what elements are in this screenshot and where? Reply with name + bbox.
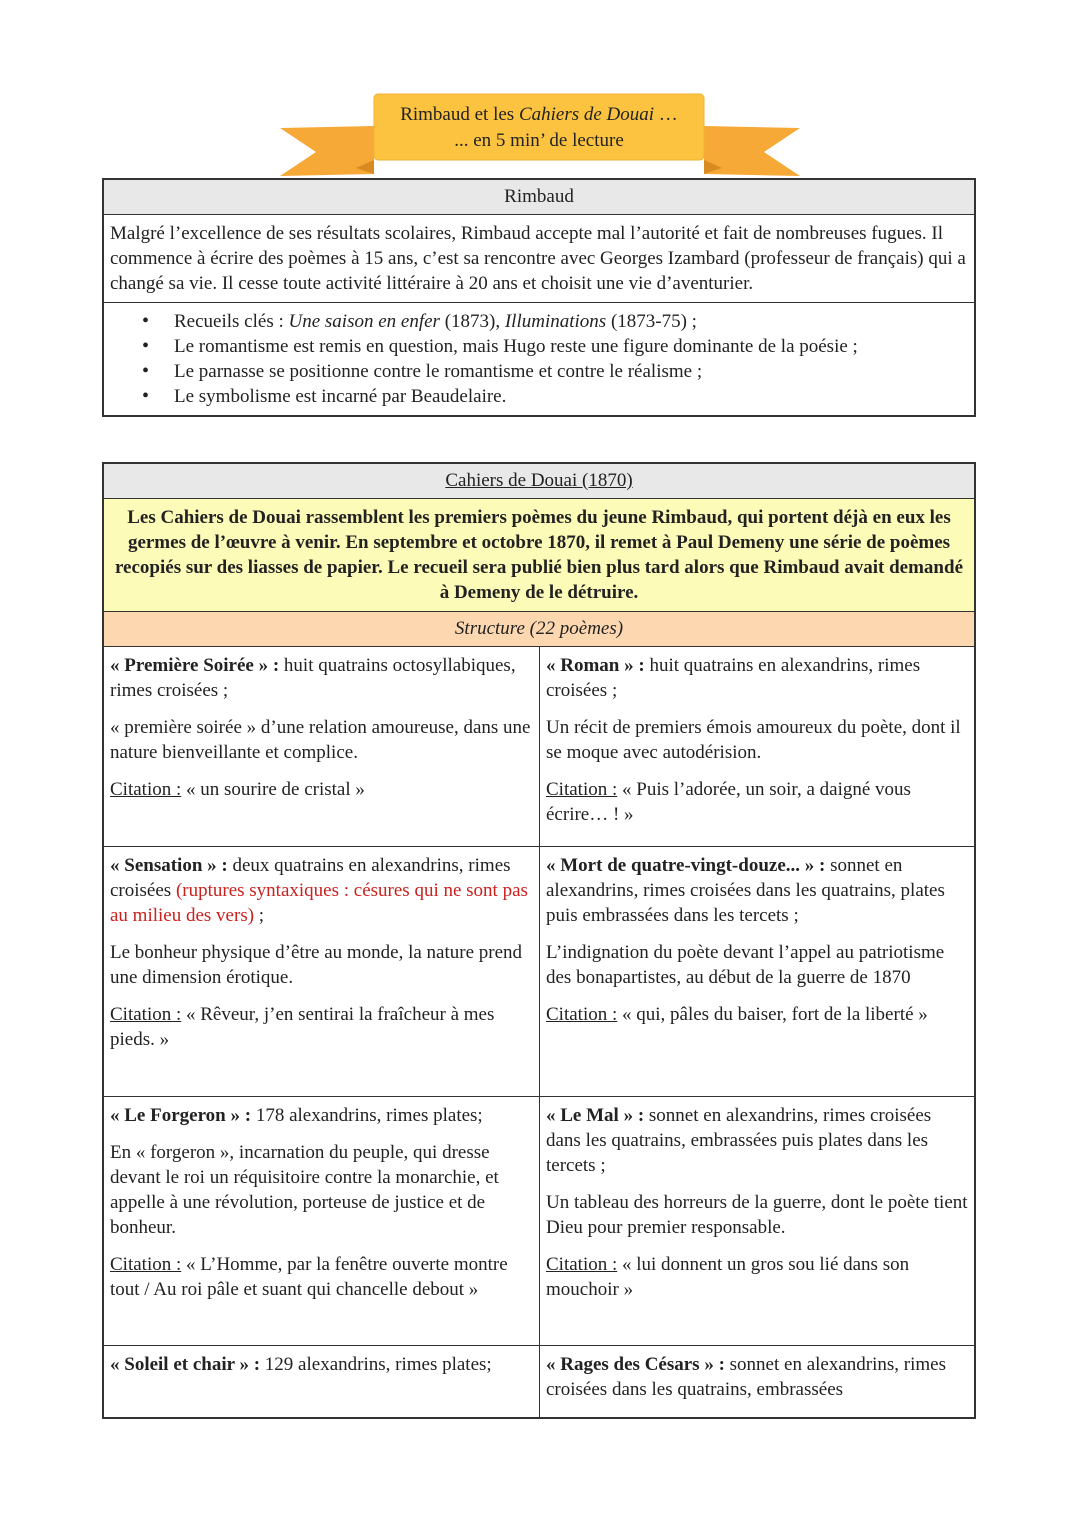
title-banner (276, 88, 804, 184)
poem-rages-des-cesars: « Rages des Césars » : sonnet en alexandrins, rimes croisées dans les quatrains, embrassées (540, 1345, 976, 1417)
bullet-romantisme: • Le romantisme est remis en question, mais Hugo reste une figure dominante de la poésie ; (174, 334, 974, 359)
poem-le-mal: « Le Mal » : sonnet en alexandrins, rimes croisées dans les quatrains, embrassées puis plates dans les tercets ; Un tableau des horreurs de la guerre, dont le poète tient Dieu pour premier responsable. Citation : « lui donnent un gros sou lié dans son mouchoir » (540, 1096, 976, 1345)
rimbaud-paragraph: Malgré l’excellence de ses résultats scolaires, Rimbaud accepte mal l’autorité et fait de nombreuses fugues. Il commence à écrire des poèmes à 15 ans, c’est sa rencontre avec Georges Izambard (professeur de français) qui a changé sa vie. Il cesse toute activité littéraire à 20 ans et choisit une vie d’aventurier. (110, 223, 966, 294)
structure-heading: Structure (22 poèmes) (104, 612, 974, 647)
banner-title: Rimbaud et les Cahiers de Douai … ... en 5 min’ de lecture (400, 104, 678, 151)
poem-mort-de-quatre-vingt-douze: « Mort de quatre-vingt-douze... » : sonnet en alexandrins, rimes croisées dans les quatrains, plates puis embrassées dans les tercets ; L’indignation du poète devant l’appel au patriotisme des bonapartistes, au début de la guerre de 1870 Citation : « qui, pâles du baiser, fort de la liberté » (540, 846, 976, 1096)
cahiers-heading: Cahiers de Douai (1870) (104, 464, 974, 499)
poem-sensation: « Sensation » : deux quatrains en alexandrins, rimes croisées (ruptures syntaxiques : césures qui ne sont pas au milieu des vers) ; Le bonheur physique d’être au monde, la nature prend une dimension érotique. Citation : « Rêveur, j’en sentirai la fraîcheur à mes pieds. » (104, 846, 540, 1096)
bullet-parnasse: • Le parnasse se positionne contre le romantisme et contre le réalisme ; (174, 359, 974, 384)
poem-soleil-et-chair: « Soleil et chair » : 129 alexandrins, rimes plates; (104, 1345, 540, 1417)
poems-grid (104, 647, 974, 1417)
poem-roman: « Roman » : huit quatrains en alexandrins, rimes croisées ; Un récit de premiers émois amoureux du poète, dont il se moque avec autodérision. Citation : « Puis l’adorée, un soir, a daigné vous écrire… ! » (546, 655, 961, 825)
rimbaud-heading: Rimbaud (104, 180, 974, 215)
cahiers-summary: Les Cahiers de Douai rassemblent les premiers poèmes du jeune Rimbaud, qui portent déjà en eux les germes de l’œuvre à venir. En septembre et octobre 1870, il remet à Paul Demeny une série de poèmes recopiés sur des liasses de papier. Le recueil sera publié bien plus tard alors que Rimbaud avait demandé à Demeny de le détruire. (104, 499, 974, 612)
cahiers-section (102, 462, 976, 1419)
rimbaud-section (102, 178, 976, 417)
rimbaud-bullets (104, 303, 974, 415)
bullet-recueils: • Recueils clés : Une saison en enfer (1873), Illuminations (1873-75) ; (174, 309, 974, 334)
poem-premiere-soiree: « Première Soirée » : huit quatrains octosyllabiques, rimes croisées ; « première soirée » d’une relation amoureuse, dans une nature bienveillante et complice. Citation : « un sourire de cristal » (104, 647, 540, 846)
poem-le-forgeron: « Le Forgeron » : 178 alexandrins, rimes plates; En « forgeron », incarnation du peuple, qui dresse devant le roi un réquisitoire contre la monarchie, et appelle à une révolution, porteuse de justice et de bonheur. Citation : « L’Homme, par la fenêtre ouverte montre tout / Au roi pâle et suant qui chancelle debout » (104, 1096, 540, 1345)
bullet-symbolisme: • Le symbolisme est incarné par Beaudelaire. (174, 384, 974, 409)
